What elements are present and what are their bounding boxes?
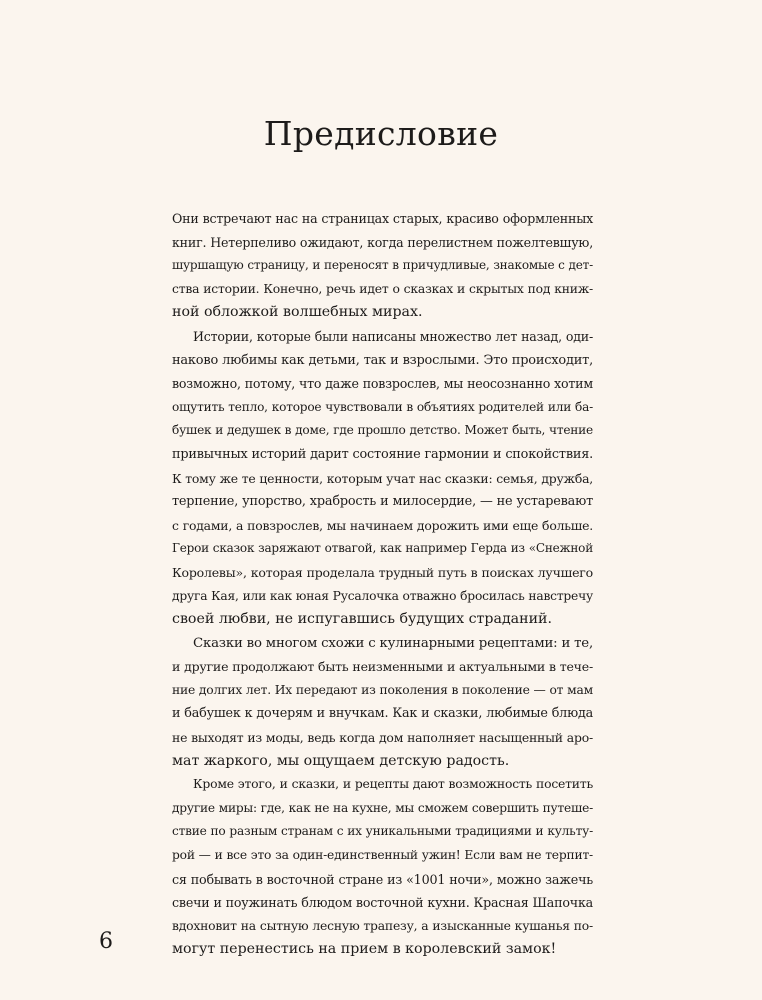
text-line: Кроме этого, и сказки, и рецепты дают возможность посетить [193,777,593,792]
text-line: ние долгих лет. Их передают из поколения в поколение — от мам [172,682,593,697]
text-line: Герои сказок заряжают отвагой, как например Герда из «Снежной [172,541,593,556]
text-line: наково любимы как детьми, так и взрослыми. Это происходит, [172,352,593,368]
text-line: привычных историй дарит состояние гармонии и спокойствия. [172,446,593,462]
text-line: и другие продолжают быть неизменными и актуальными в тече- [172,659,593,675]
text-line: ствие по разным странам с их уникальными традициями и культу- [172,824,593,839]
text-line: ощутить тепло, которое чувствовали в объятиях родителей или ба- [172,399,593,414]
text-line: Сказки во многом схожи с кулинарными рецептами: и те, [193,635,593,651]
text-line: ной обложкой волшебных мирах. [172,304,423,321]
text-line: не выходят из моды, ведь когда дом наполняет насыщенный аро- [172,730,593,746]
text-line: Истории, которые были написаны множество лет назад, оди- [193,328,593,344]
text-line: бушек и дедушек в доме, где прошло детство. Может быть, чтение [172,423,593,438]
page-title: Предисловие [263,114,499,153]
text-line: своей любви, не испугавшись будущих страданий. [172,611,553,628]
text-line: Королевы», которая проделала трудный путь в поисках лучшего [172,564,593,580]
paragraph [172,325,593,632]
text-line: книг. Нетерпеливо ожидают, когда перелистнем пожелтевшую, [172,234,593,250]
text-line: мат жаркого, мы ощущаем детскую радость. [172,752,510,769]
text-line: рой — и все это за один-единственный ужин! Если вам не терпит- [172,848,593,863]
text-line: и бабушек к дочерям и внучкам. Как и сказки, любимые блюда [172,706,593,722]
text-line: шуршащую страницу, и переносят в причудливые, знакомые с дет- [172,258,593,273]
text-line: возможно, потому, что даже повзрослев, мы неосознанно хотим [172,376,593,392]
page-number: 6 [99,929,113,954]
text-line: Они встречают нас на страницах старых, красиво оформленных [172,211,593,226]
text-line: другие миры: где, как не на кухне, мы сможем совершить путеше- [172,800,593,815]
text-line: свечи и поужинать блюдом восточной кухни. Красная Шапочка [172,895,593,911]
text-line: ства истории. Конечно, речь идет о сказках и скрытых под книж- [172,281,593,296]
text-line: терпение, упорство, храбрость и милосердие, — не устаревают [172,494,593,510]
text-line: К тому же те ценности, которым учат нас сказки: семья, дружба, [172,470,593,486]
text-line: друга Кая, или как юная Русалочка отважно бросилась навстречу [172,588,593,603]
text-line: ся побывать в восточной стране из «1001 ночи», можно зажечь [172,871,593,887]
body-text [172,207,593,962]
paragraph [172,632,593,774]
text-line: с годами, а повзрослев, мы начинаем дорожить ими еще больше. [172,517,593,533]
paragraph [172,773,593,962]
text-line: вдохновит на сытную лесную трапезу, а изысканные кушанья по- [172,918,593,933]
paragraph [172,207,593,325]
text-line: могут перенестись на прием в королевский замок! [172,941,557,958]
